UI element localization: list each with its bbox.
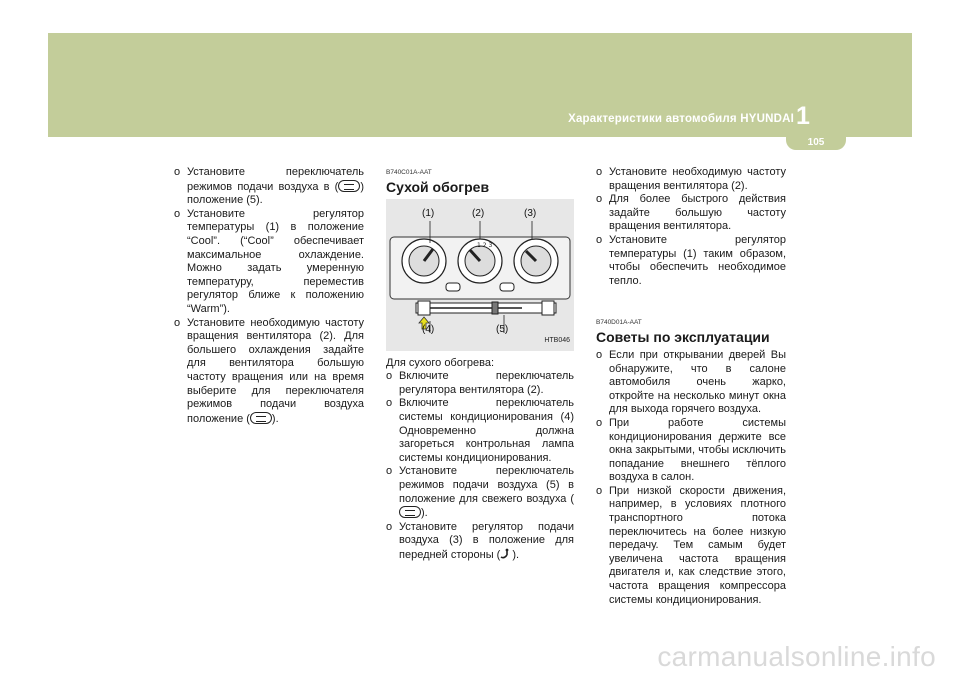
figure-label-1: (1): [422, 207, 435, 219]
column-2: [386, 166, 574, 563]
svg-text:1 2 3: 1 2 3: [477, 241, 493, 249]
list-item: [174, 317, 364, 427]
chapter-number: 1: [796, 102, 810, 130]
item-text: ).: [271, 412, 279, 425]
list-item: [386, 465, 574, 520]
item-text: Установите необходимую частоту вращения вентилятора (2).: [609, 166, 786, 192]
bullet: o: [386, 397, 393, 410]
item-text: Установите необходимую частоту вращения вентилятора (2). Для большего охлаждения задайте для вентилятора большую частоту вращения или на время выберите для переключателя режимов подачи воздуха положение (: [187, 316, 364, 425]
column-1: [174, 166, 364, 426]
bullet: o: [596, 166, 603, 178]
item-text: При низкой скорости движения, например, в условиях плотного транспортного потока переключитесь на более низкую передачу. Тем самым будет увеличена частота вращения двигателя и, как следствие этого, частота вращения компрессора системы кондиционирования.: [609, 484, 786, 606]
bullet: o: [174, 166, 181, 178]
page-number: 105: [807, 137, 825, 148]
item-text: Установите регулятор температуры (1) таким образом, чтобы обеспечить необходимое тепло.: [609, 233, 786, 287]
section-ref: B740D01A-AAT: [596, 319, 642, 327]
item-text: ) положение (5).: [187, 180, 364, 207]
header-title: Характеристики автомобиля HYUNDAI: [568, 113, 794, 125]
item-text: Если при открывании дверей Вы обнаружите, что в салоне автомобиля очень жарко, откройте на несколько минут окна для выхода горячего воздуха.: [609, 348, 786, 416]
figure-label-3: (3): [524, 207, 537, 219]
bullet: o: [386, 370, 393, 383]
figure-label-2: (2): [472, 207, 485, 219]
bullet: o: [596, 233, 603, 246]
fan-icon: [338, 180, 360, 192]
item-text: Для более быстрого действия задайте большую частоту вращения вентилятора.: [609, 193, 786, 233]
bullet: o: [596, 416, 603, 429]
bullet: o: [174, 316, 181, 329]
list-item: [174, 208, 364, 317]
list-item: [596, 234, 786, 288]
bullet: o: [174, 207, 181, 220]
fan-icon: [250, 412, 272, 424]
list-item: [386, 370, 574, 397]
fresh-air-icon: [500, 548, 512, 560]
item-text: ).: [421, 507, 428, 520]
list-item: [596, 417, 786, 485]
list-item: [386, 397, 574, 465]
figure-label-4: (4): [422, 323, 435, 335]
section-heading: Сухой обогрев: [386, 178, 490, 195]
bullet: o: [386, 465, 393, 478]
watermark: carmanualsonline.info: [657, 641, 936, 672]
list-item: [596, 349, 786, 417]
item-text: Установите переключатель режимов подачи воздуха в (: [187, 166, 364, 193]
item-text: ).: [512, 548, 520, 561]
lead-text: Для сухого обогрева:: [386, 356, 494, 369]
bullet: o: [596, 193, 603, 206]
item-text: Включите переключатель регулятора вентилятора (2).: [399, 370, 574, 396]
bullet: o: [386, 520, 393, 533]
list-item: [386, 521, 574, 563]
section-heading: Советы по эксплуатации: [596, 328, 770, 345]
list-item: [596, 193, 786, 234]
figure-code: HTB046: [544, 337, 570, 344]
item-text: Установите переключатель режимов подачи воздуха (5) в положение для свежего воздуха (: [399, 465, 574, 505]
item-text: При работе системы кондиционирования держите все окна закрытыми, чтобы исключить попадание внешнего тёплого воздуха в салон.: [609, 416, 786, 484]
list-item: [596, 485, 786, 607]
climate-panel-figure: [386, 199, 574, 351]
header-band-edge: [912, 33, 960, 137]
bullet: o: [596, 484, 603, 497]
climate-panel-drawing: [386, 199, 574, 351]
item-text: Установите регулятор подачи воздуха (3) в положение для передней стороны (: [399, 520, 574, 561]
item-text: Установите регулятор температуры (1) в положение “Cool”. (“Cool” обеспечивает максимальное охлаждение. Можно задать умеренную температуру, переместив регулятор ближе к положению “Warm”).: [187, 207, 364, 315]
list-item: [596, 166, 786, 193]
figure-label-5: (5): [496, 323, 509, 335]
column-3: [596, 166, 786, 607]
item-text: Включите переключатель системы кондиционирования (4) Одновременно должна загореться контрольная лампа системы кондиционирования.: [399, 397, 574, 464]
bullet: o: [596, 348, 603, 361]
fan-icon: [399, 506, 421, 518]
section-ref: B740C01A-AAT: [386, 169, 432, 176]
list-item: [174, 166, 364, 208]
